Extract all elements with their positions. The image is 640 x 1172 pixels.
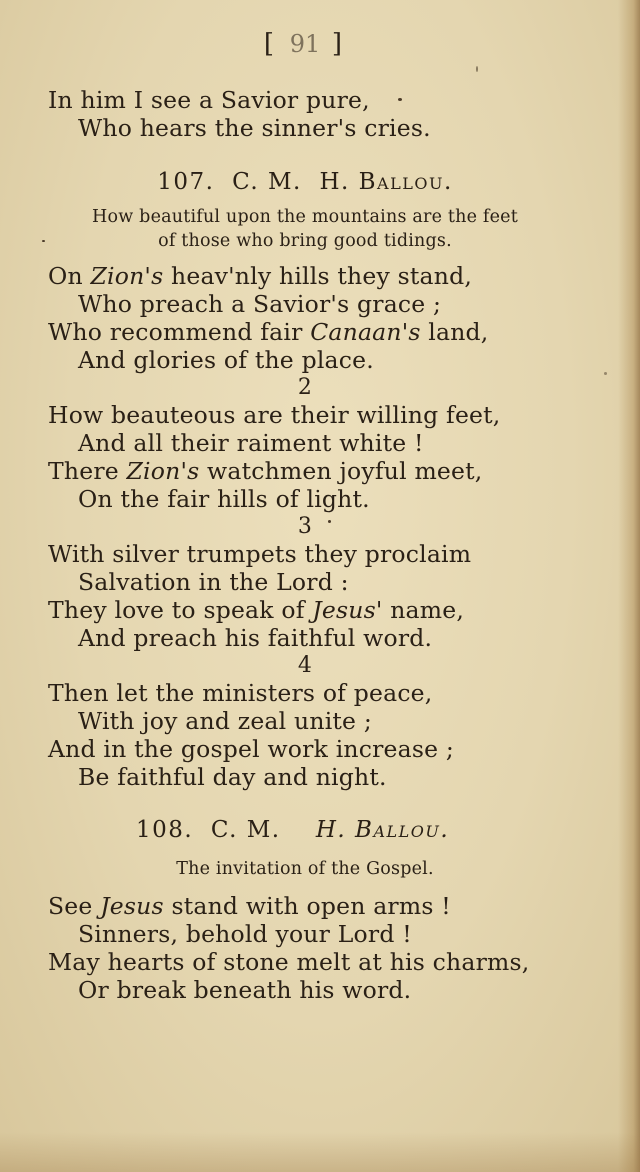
verse-line: And glories of the place. — [78, 346, 374, 374]
stanza-number: 4 — [297, 653, 313, 678]
hymn-number: 107. — [157, 169, 215, 195]
ink-speck — [604, 372, 607, 375]
page-number: [ 91 ] — [263, 29, 347, 59]
hymn-author: H. Ballou. — [319, 169, 453, 195]
verse-line: And preach his faithful word. — [78, 624, 433, 652]
page-bottom-shadow — [0, 1132, 640, 1172]
ink-speck — [476, 66, 478, 72]
hymn-heading-107 — [0, 168, 610, 196]
hymn-subtitle: How beautiful upon the mountains are the feet — [92, 207, 518, 227]
verse-line: Who recommend fair Canaan's land, — [48, 318, 489, 346]
verse-line: Sinners, behold your Lord ! — [78, 920, 412, 948]
hymn-subtitle: of those who bring good tidings. — [158, 231, 452, 251]
hymn-subtitle: The invitation of the Gospel. — [176, 859, 434, 879]
page-edge-shadow — [618, 0, 640, 1172]
verse-line: Who hears the sinner's cries. — [78, 114, 431, 142]
verse-line: On Zion's heav'nly hills they stand, — [48, 262, 473, 290]
hymn-number: 108. — [136, 817, 194, 843]
verse-line: Who preach a Savior's grace ; — [78, 290, 442, 318]
verse-line: With joy and zeal unite ; — [78, 707, 372, 735]
hymn-meter: C. M. — [210, 817, 281, 843]
verse-line: How beauteous are their willing feet, — [48, 401, 501, 429]
stanza-number: 2 — [297, 375, 313, 400]
ink-speck — [328, 520, 331, 523]
verse-line: With silver trumpets they proclaim — [48, 540, 472, 568]
verse-line: They love to speak of Jesus' name, — [48, 596, 465, 624]
hymn-author: H. Ballou. — [315, 817, 450, 843]
ink-speck — [42, 240, 45, 242]
hymn-meter: C. M. — [232, 169, 302, 195]
verse-line: On the fair hills of light. — [78, 485, 370, 513]
verse-line: Salvation in the Lord : — [78, 568, 349, 596]
stanza-number: 3 — [297, 514, 313, 539]
ink-speck — [398, 98, 402, 101]
verse-line: Then let the ministers of peace, — [48, 679, 433, 707]
verse-line: See Jesus stand with open arms ! — [48, 892, 451, 920]
verse-line: Be faithful day and night. — [78, 763, 387, 791]
page-number-value: 91 — [289, 30, 321, 58]
verse-line: In him I see a Savior pure, — [48, 86, 370, 114]
verse-line: And all their raiment white ! — [78, 429, 424, 457]
hymn-heading-108 — [136, 816, 449, 844]
verse-line: There Zion's watchmen joyful meet, — [48, 457, 483, 485]
verse-line: May hearts of stone melt at his charms, — [48, 948, 530, 976]
verse-line: Or break beneath his word. — [78, 976, 412, 1004]
verse-line: And in the gospel work increase ; — [48, 735, 455, 763]
